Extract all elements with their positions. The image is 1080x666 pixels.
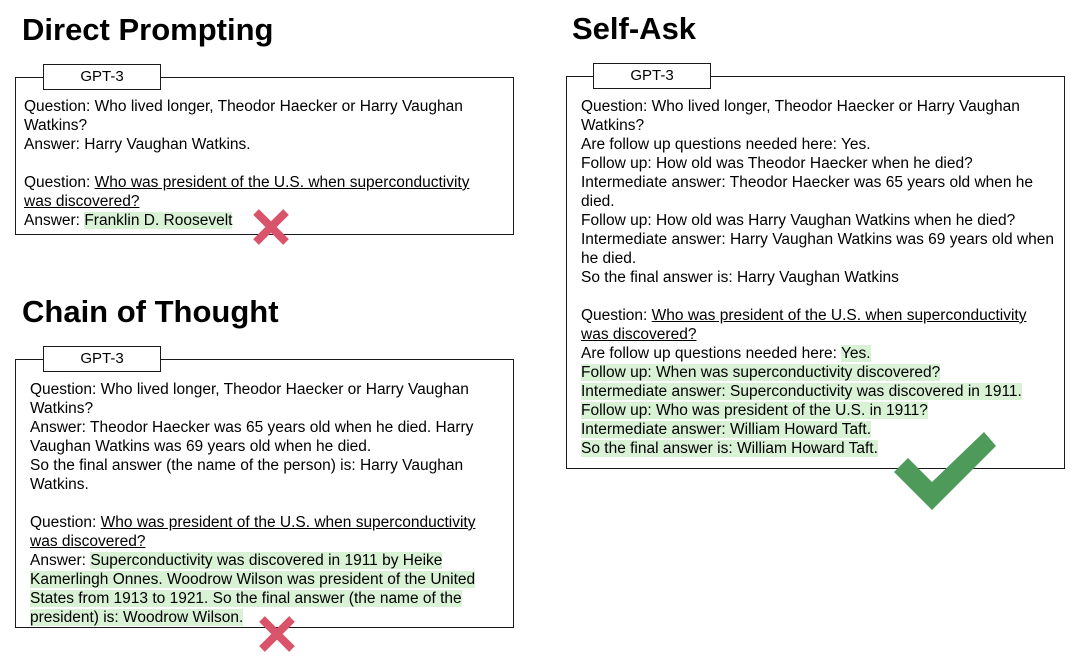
self-ask-box (566, 67, 1065, 469)
test-question-line: was discovered? (30, 533, 146, 550)
check-icon (890, 428, 1000, 516)
test-question-line: Question: Who was president of the U.S. when superconductivity (581, 307, 1027, 324)
chain-of-thought-title: Chain of Thought (22, 294, 279, 329)
model-answer-line: Follow up: Who was president of the U.S. in 1911? (581, 402, 928, 419)
chain-of-thought-box (15, 350, 514, 628)
selfask-prompt-text (581, 97, 1054, 458)
demo-step-line: Follow up: How old was Harry Vaughan Watkins when he died? (581, 212, 1016, 229)
demo-step-line: Are follow up questions needed here: Yes. (581, 136, 871, 153)
model-answer-line: States from 1913 to 1921. So the final answer (the name of the (30, 590, 462, 607)
model-answer-line: So the final answer is: William Howard Taft. (581, 440, 878, 457)
demo-question-line: Watkins? (30, 400, 94, 417)
demo-answer-line: Watkins. (30, 476, 89, 493)
demo-question-line: Question: Who lived longer, Theodor Haecker or Harry Vaughan (581, 98, 1020, 115)
direct-prompting-title: Direct Prompting (22, 12, 274, 47)
demo-answer-line: Answer: Harry Vaughan Watkins. (24, 136, 251, 153)
demo-question-line: Watkins? (581, 117, 645, 134)
demo-question-line: Question: Who lived longer, Theodor Haecker or Harry Vaughan (30, 381, 469, 398)
demo-step-line: Intermediate answer: Harry Vaughan Watkins was 69 years old when (581, 231, 1054, 248)
test-question-line: was discovered? (581, 326, 697, 343)
direct-model-tab: GPT-3 (43, 64, 161, 90)
demo-step-line: Intermediate answer: Theodor Haecker was 65 years old when he (581, 174, 1034, 191)
model-answer-line: Kamerlingh Onnes. Woodrow Wilson was president of the United (30, 571, 476, 588)
demo-step-line: So the final answer is: Harry Vaughan Watkins (581, 269, 899, 286)
demo-question-line: Question: Who lived longer, Theodor Haecker or Harry Vaughan (24, 98, 463, 115)
cot-model-tab: GPT-3 (43, 346, 161, 372)
model-answer-highlight: Franklin D. Roosevelt (84, 212, 233, 229)
demo-step-line: died. (581, 193, 615, 210)
demo-question-line: Watkins? (24, 117, 88, 134)
model-answer-line: Intermediate answer: Superconductivity was discovered in 1911. (581, 383, 1022, 400)
direct-prompt-text (24, 97, 469, 230)
followup-needed-line: Are follow up questions needed here: Yes. (581, 345, 871, 362)
selfask-model-tab: GPT-3 (593, 63, 711, 89)
demo-answer-line: Vaughan Watkins was 69 years old when he died. (30, 438, 372, 455)
demo-step-line: Follow up: How old was Theodor Haecker when he died? (581, 155, 973, 172)
demo-step-line: he died. (581, 250, 637, 267)
cot-prompt-text (30, 380, 475, 627)
cross-icon (256, 613, 298, 655)
model-answer-line: Answer: Superconductivity was discovered in 1911 by Heike (30, 552, 443, 569)
test-question-line: Question: Who was president of the U.S. when superconductivity (30, 514, 476, 531)
demo-answer-line: Answer: Theodor Haecker was 65 years old when he died. Harry (30, 419, 474, 436)
model-answer-line: president) is: Woodrow Wilson. (30, 609, 244, 626)
model-answer-line: Intermediate answer: William Howard Taft. (581, 421, 872, 438)
test-question-line: Question: Who was president of the U.S. when superconductivity (24, 174, 470, 191)
test-question-line: was discovered? (24, 193, 140, 210)
demo-answer-line: So the final answer (the name of the person) is: Harry Vaughan (30, 457, 464, 474)
self-ask-title: Self-Ask (572, 11, 697, 46)
cross-icon (250, 206, 292, 248)
model-answer-line: Follow up: When was superconductivity discovered? (581, 364, 941, 381)
model-answer-line: Answer: Franklin D. Roosevelt (24, 212, 233, 229)
